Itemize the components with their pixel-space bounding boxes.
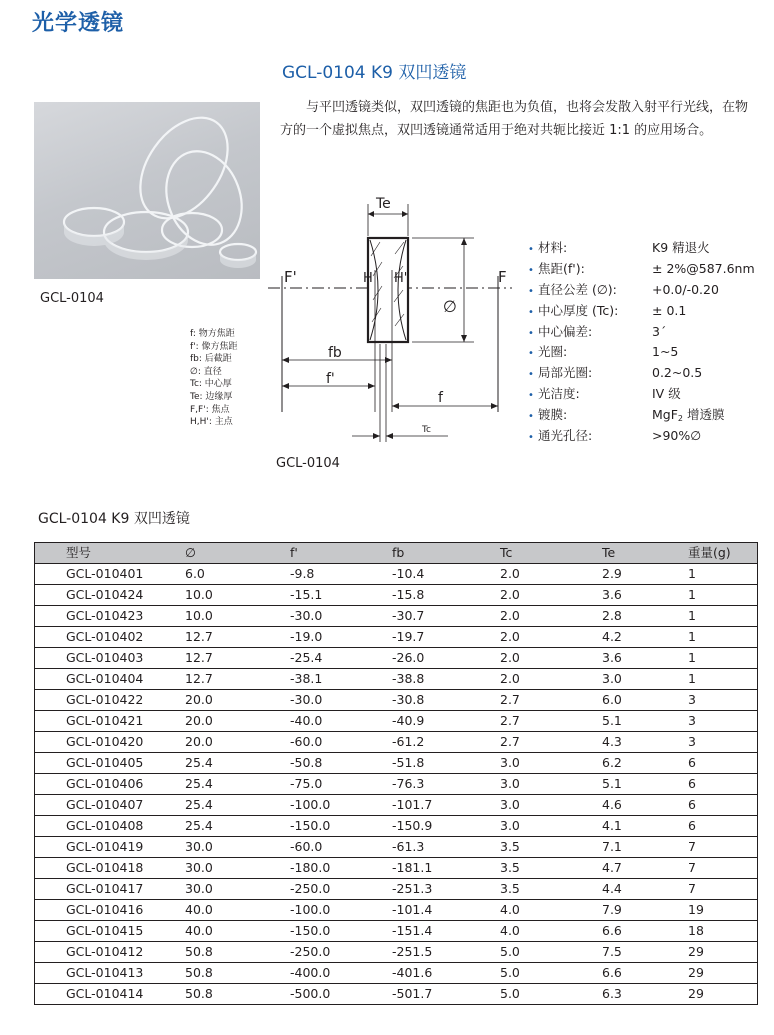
spec-list	[528, 238, 755, 447]
table-cell: GCL-010403	[35, 648, 186, 669]
table-cell: -9.8	[290, 564, 392, 585]
table-cell: -40.9	[392, 711, 500, 732]
label-fb: fb	[328, 345, 342, 361]
spec-value: 1~5	[652, 344, 679, 360]
table-cell: -180.0	[290, 858, 392, 879]
table-row	[35, 984, 758, 1005]
table-row	[35, 879, 758, 900]
table-cell: 30.0	[185, 837, 290, 858]
table-cell: 1	[688, 585, 758, 606]
label-tc: Tc	[422, 425, 431, 435]
table-row	[35, 858, 758, 879]
table-cell: -501.7	[392, 984, 500, 1005]
table-cell: -251.5	[392, 942, 500, 963]
table-cell: -19.0	[290, 627, 392, 648]
table-cell: 50.8	[185, 963, 290, 984]
table-row	[35, 816, 758, 837]
table-cell: 1	[688, 606, 758, 627]
photo-caption: GCL-0104	[40, 291, 104, 306]
table-cell: 7	[688, 858, 758, 879]
table-row	[35, 795, 758, 816]
table-row	[35, 711, 758, 732]
table-cell: GCL-010418	[35, 858, 186, 879]
coating-subscript: 2	[677, 414, 684, 424]
table-row	[35, 900, 758, 921]
legend-item: Tc: 中心厚	[190, 379, 232, 390]
table-cell: 7.9	[602, 900, 688, 921]
table-cell: 1	[688, 648, 758, 669]
table-cell: 25.4	[185, 795, 290, 816]
table-cell: -30.7	[392, 606, 500, 627]
table-cell: 4.3	[602, 732, 688, 753]
table-cell: -26.0	[392, 648, 500, 669]
table-cell: GCL-010415	[35, 921, 186, 942]
table-cell: -38.8	[392, 669, 500, 690]
table-cell: 3	[688, 690, 758, 711]
table-cell: -60.0	[290, 837, 392, 858]
table-cell: 6.6	[602, 921, 688, 942]
spec-label: 材料:	[538, 240, 568, 255]
table-cell: 19	[688, 900, 758, 921]
table-cell: -150.0	[290, 816, 392, 837]
label-f-prime: F'	[284, 268, 297, 286]
spec-label: 中心厚度 (Tc):	[538, 302, 619, 318]
table-cell: -101.7	[392, 795, 500, 816]
table-cell: 1	[688, 564, 758, 585]
spec-value: 0.2~0.5	[652, 365, 703, 381]
spec-table	[34, 542, 758, 1005]
table-cell: 2.7	[500, 690, 602, 711]
table-cell: 40.0	[185, 921, 290, 942]
table-cell: 6.2	[602, 753, 688, 774]
table-cell: 50.8	[185, 984, 290, 1005]
table-cell: -150.9	[392, 816, 500, 837]
table-row	[35, 963, 758, 984]
table-cell: -181.1	[392, 858, 500, 879]
spec-item: • 中心厚度 (Tc): ± 0.1	[528, 301, 652, 322]
table-cell: 20.0	[185, 711, 290, 732]
spec-item: • 中心偏差: 3´	[528, 322, 652, 343]
table-row	[35, 648, 758, 669]
table-cell: 30.0	[185, 858, 290, 879]
table-cell: -150.0	[290, 921, 392, 942]
spec-label: 局部光圈:	[538, 365, 593, 381]
table-cell: -251.3	[392, 879, 500, 900]
table-cell: GCL-010413	[35, 963, 186, 984]
table-cell: 5.0	[500, 963, 602, 984]
table-cell: 3.5	[500, 837, 602, 858]
table-cell: 3.5	[500, 858, 602, 879]
table-row	[35, 774, 758, 795]
spec-value: ± 0.1	[652, 302, 687, 318]
table-cell: -15.1	[290, 585, 392, 606]
table-cell: 20.0	[185, 690, 290, 711]
table-cell: 12.7	[185, 627, 290, 648]
table-cell: 2.0	[500, 585, 602, 606]
table-cell: 4.0	[500, 900, 602, 921]
col-header-model: 型号	[35, 543, 186, 564]
table-cell: 4.1	[602, 816, 688, 837]
legend-item: H,H': 主点	[190, 417, 233, 428]
spec-value: K9 精退火	[652, 240, 710, 255]
lens-diagram	[262, 190, 522, 452]
coating-text: MgF	[652, 407, 678, 423]
table-cell: 2.0	[500, 648, 602, 669]
table-cell: 2.8	[602, 606, 688, 627]
table-cell: -101.4	[392, 900, 500, 921]
table-cell: 3.6	[602, 585, 688, 606]
table-row	[35, 585, 758, 606]
legend-item: Te: 边缘厚	[190, 391, 233, 402]
table-row	[35, 627, 758, 648]
spec-value: ± 2%@587.6nm	[652, 260, 755, 276]
table-cell: 2.7	[500, 732, 602, 753]
table-cell: 7	[688, 837, 758, 858]
table-cell: -500.0	[290, 984, 392, 1005]
table-cell: 18	[688, 921, 758, 942]
spec-value: +0.0/-0.20	[652, 281, 719, 297]
table-cell: -30.0	[290, 606, 392, 627]
diagram-caption: GCL-0104	[276, 456, 340, 471]
table-cell: 6.0	[185, 564, 290, 585]
table-cell: 6.6	[602, 963, 688, 984]
table-cell: GCL-010419	[35, 837, 186, 858]
table-cell: 1	[688, 669, 758, 690]
table-cell: 5.1	[602, 711, 688, 732]
spec-label: 光洁度:	[538, 386, 580, 402]
table-cell: 7	[688, 879, 758, 900]
spec-label: 焦距(f'):	[538, 260, 585, 276]
col-header-edge-thickness: Te	[602, 543, 688, 564]
table-cell: 4.7	[602, 858, 688, 879]
table-cell: 4.0	[500, 921, 602, 942]
spec-label: 镀膜:	[538, 407, 568, 423]
table-cell: GCL-010412	[35, 942, 186, 963]
table-cell: 4.4	[602, 879, 688, 900]
table-cell: 1	[688, 627, 758, 648]
table-cell: GCL-010408	[35, 816, 186, 837]
label-h: H	[363, 271, 373, 286]
table-cell: GCL-010422	[35, 690, 186, 711]
table-cell: 5.0	[500, 942, 602, 963]
legend-item: fb: 后截距	[190, 354, 232, 365]
table-cell: -50.8	[290, 753, 392, 774]
spec-item: • 镀膜: MgF$_2$ 增透膜	[528, 405, 652, 426]
table-cell: -30.8	[392, 690, 500, 711]
table-cell: 3.0	[500, 753, 602, 774]
table-cell: 6	[688, 816, 758, 837]
table-cell: -401.6	[392, 963, 500, 984]
table-row	[35, 690, 758, 711]
table-cell: GCL-010421	[35, 711, 186, 732]
legend-item: F,F': 焦点	[190, 404, 230, 415]
table-cell: 7.5	[602, 942, 688, 963]
label-h-prime: H'	[394, 271, 408, 286]
table-cell: 6.3	[602, 984, 688, 1005]
table-cell: 29	[688, 942, 758, 963]
table-cell: GCL-010401	[35, 564, 186, 585]
table-cell: 10.0	[185, 606, 290, 627]
table-cell: -40.0	[290, 711, 392, 732]
table-cell: 10.0	[185, 585, 290, 606]
table-cell: GCL-010417	[35, 879, 186, 900]
spec-label: 直径公差 (∅):	[538, 281, 617, 297]
table-cell: 4.6	[602, 795, 688, 816]
spec-label: 通光孔径:	[538, 428, 593, 444]
table-cell: 2.0	[500, 606, 602, 627]
table-cell: GCL-010405	[35, 753, 186, 774]
table-cell: -38.1	[290, 669, 392, 690]
table-cell: 5.0	[500, 984, 602, 1005]
product-description: 与平凹透镜类似，双凹透镜的焦距也为负值，也将会发散入射平行光线，在物方的一个虚拟焦点，双凹透镜通常适用于绝对共轭比接近 1:1 的应用场合。	[280, 100, 749, 138]
table-cell: GCL-010420	[35, 732, 186, 753]
table-row	[35, 921, 758, 942]
product-photo	[34, 102, 260, 279]
spec-item: • 光洁度: IV 级	[528, 384, 652, 405]
table-cell: GCL-010424	[35, 585, 186, 606]
table-cell: GCL-010404	[35, 669, 186, 690]
table-cell: 3.5	[500, 879, 602, 900]
table-cell: 7.1	[602, 837, 688, 858]
product-title: GCL-0104 K9 双凹透镜	[282, 63, 467, 83]
table-title: GCL-0104 K9 双凹透镜	[38, 511, 190, 527]
table-cell: 6.0	[602, 690, 688, 711]
table-cell: 50.8	[185, 942, 290, 963]
table-cell: GCL-010406	[35, 774, 186, 795]
table-cell: -60.0	[290, 732, 392, 753]
table-cell: GCL-010402	[35, 627, 186, 648]
table-cell: 3.0	[500, 795, 602, 816]
table-cell: 29	[688, 963, 758, 984]
table-cell: -25.4	[290, 648, 392, 669]
table-cell: -10.4	[392, 564, 500, 585]
table-cell: 2.7	[500, 711, 602, 732]
table-cell: 3.0	[602, 669, 688, 690]
table-cell: -75.0	[290, 774, 392, 795]
col-header-center-thickness: Tc	[500, 543, 602, 564]
table-cell: GCL-010416	[35, 900, 186, 921]
table-cell: -51.8	[392, 753, 500, 774]
table-cell: -151.4	[392, 921, 500, 942]
spec-item: • 焦距(f'): ± 2%@587.6nm	[528, 259, 652, 280]
table-row	[35, 753, 758, 774]
spec-value: 3´	[652, 323, 667, 339]
col-header-focal-length: f'	[290, 543, 392, 564]
label-f-point: F	[498, 268, 507, 286]
table-row	[35, 606, 758, 627]
table-cell: 6	[688, 753, 758, 774]
table-row	[35, 942, 758, 963]
table-cell: 6	[688, 795, 758, 816]
table-cell: GCL-010414	[35, 984, 186, 1005]
table-cell: -400.0	[290, 963, 392, 984]
table-cell: -76.3	[392, 774, 500, 795]
spec-item: • 局部光圈: 0.2~0.5	[528, 363, 652, 384]
table-row	[35, 732, 758, 753]
table-cell: GCL-010407	[35, 795, 186, 816]
spec-item: • 通光孔径: >90%∅	[528, 426, 652, 447]
table-cell: 12.7	[185, 648, 290, 669]
spec-item: • 材料: K9 精退火	[528, 238, 652, 259]
table-cell: 4.2	[602, 627, 688, 648]
legend-item: f': 像方焦距	[190, 341, 238, 352]
spec-label: 光圈:	[538, 344, 568, 360]
spec-label: 中心偏差:	[538, 323, 593, 339]
label-f-prime-dim: f'	[326, 371, 335, 387]
table-cell: 20.0	[185, 732, 290, 753]
table-cell: -100.0	[290, 795, 392, 816]
table-cell: -19.7	[392, 627, 500, 648]
table-cell: 3.0	[500, 774, 602, 795]
table-cell: 3	[688, 732, 758, 753]
table-cell: -15.8	[392, 585, 500, 606]
table-cell: -250.0	[290, 879, 392, 900]
spec-item: • 光圈: 1~5	[528, 342, 652, 363]
table-cell: 3.0	[500, 816, 602, 837]
table-cell: 2.0	[500, 627, 602, 648]
table-cell: 12.7	[185, 669, 290, 690]
col-header-weight: 重量(g)	[688, 543, 758, 564]
legend-item: ∅: 直径	[190, 366, 222, 377]
table-row	[35, 564, 758, 585]
table-row	[35, 669, 758, 690]
table-cell: 2.0	[500, 669, 602, 690]
table-cell: 29	[688, 984, 758, 1005]
table-cell: -30.0	[290, 690, 392, 711]
table-cell: -61.2	[392, 732, 500, 753]
table-cell: 2.0	[500, 564, 602, 585]
spec-value: IV 级	[652, 386, 681, 402]
coating-text-after: 增透膜	[683, 407, 725, 423]
table-cell: -250.0	[290, 942, 392, 963]
table-cell: 3	[688, 711, 758, 732]
label-te: Te	[376, 196, 391, 212]
symbol-legend	[190, 328, 238, 429]
table-cell: 25.4	[185, 816, 290, 837]
spec-item: • 直径公差 (∅): +0.0/-0.20	[528, 280, 652, 301]
table-cell: 30.0	[185, 879, 290, 900]
page-header-title: 光学透镜	[32, 11, 125, 36]
label-diameter: ∅	[443, 297, 457, 316]
label-f-dim: f	[438, 390, 443, 406]
col-header-diameter: ∅	[185, 543, 290, 564]
col-header-back-focal: fb	[392, 543, 500, 564]
table-body	[35, 564, 758, 1005]
table-cell: GCL-010423	[35, 606, 186, 627]
table-cell: 40.0	[185, 900, 290, 921]
legend-item: f: 物方焦距	[190, 329, 235, 339]
table-cell: 25.4	[185, 774, 290, 795]
table-cell: -100.0	[290, 900, 392, 921]
table-cell: 6	[688, 774, 758, 795]
table-cell: 25.4	[185, 753, 290, 774]
table-cell: 5.1	[602, 774, 688, 795]
table-cell: -61.3	[392, 837, 500, 858]
table-header-row	[35, 543, 758, 564]
table-row	[35, 837, 758, 858]
table-cell: 2.9	[602, 564, 688, 585]
spec-value: >90%∅	[652, 428, 702, 444]
table-cell: 3.6	[602, 648, 688, 669]
